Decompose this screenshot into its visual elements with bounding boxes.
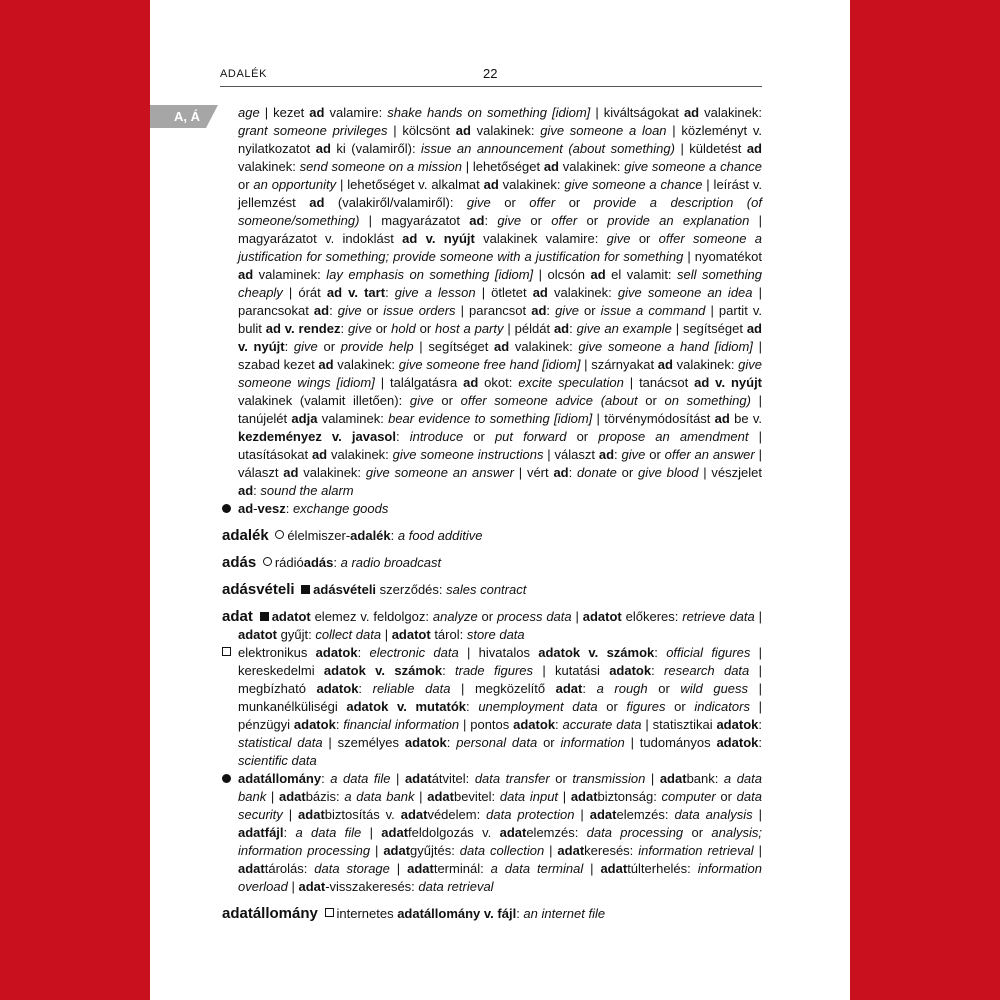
hollow-square-icon: [222, 647, 231, 656]
entry-adat-compounds: adatállomány: a data file | adatátvitel: data transfer or transmission | adatbank: a data bank | adatbázis: a data bank | adatbevitel: data input | adatbiztonság: computer or data security | adatbiztosítás v. adatvédelem: data protection | adatelemzés: data analysis | adatfájl: a data file | adatfeldolgozás v. adatelemzés: data processing or analysis; information processing | adatgyűjtés: data collection | adatkeresés: information retrieval | adattárolás: data storage | adatterminál: a data terminal | adattúlterhelés: information overload | adat-visszakeresés: data retrieval: [222, 770, 762, 896]
headword: adatállomány: [222, 905, 318, 922]
running-header: [220, 66, 762, 87]
hollow-square-icon: [325, 908, 334, 917]
entry-adasveteli: adásvételi adásvételi szerződés: sales contract: [222, 581, 527, 598]
filled-square-icon: [260, 612, 269, 621]
filled-square-icon: [301, 585, 310, 594]
entry-ad-continuation: age | kezet ad valamire: shake hands on something [idiom] | kiváltságokat ad valakinek: grant someone privileges | kölcsönt ad valakinek: give someone a loan | közleményt v. nyilatkozatot ad ki (valamiről): issue an announcement (about something) | küldetést ad valakinek: send someone on a mission | lehetőséget ad valakinek: give someone a chance or an opportunity | lehetőséget v. alkalmat ad valakinek: give someone a chance | leírást v. jellemzést ad (valakiről/valamiről): give or offer or provide a description (of someone/something) | magyarázatot ad: give or offer or provide an explanation | magyarázatot v. indoklást ad v. nyújt valakinek valamire: give or offer someone a justification for something; provide someone with a justification for something | nyomatékot ad valaminek: lay emphasis on something [idiom] | olcsón ad el valamit: sell something cheaply | órát ad v. tart: give a lesson | ötletet ad valakinek: give someone an idea | parancsokat ad: give or issue orders | parancsot ad: give or issue a command | partit v. bulit ad v. rendez: give or hold or host a party | példát ad: give an example | segítséget ad v. nyújt: give or provide help | segítséget ad valakinek: give someone a hand [idiom] | szabad kezet ad valakinek: give someone free hand [idiom] | szárnyakat ad valakinek: give someone wings [idiom] | találgatásra ad okot: excite speculation | tanácsot ad v. nyújt valakinek (valamit illetően): give or offer someone advice (about or on something) | tanújelét adja valaminek: bear evidence to something [idiom] | törvénymódosítást ad be v. kezdeményez v. javasol: introduce or put forward or propose an amendment | utasításokat ad valakinek: give someone instructions | választ ad: give or offer an answer | választ ad valakinek: give someone an answer | vért ad: donate or give blood | vészjelet ad: sound the alarm: [238, 105, 763, 498]
headword: adás: [222, 554, 257, 571]
bullet-icon: [222, 774, 231, 783]
entry-adas: adás rádióadás: a radio broadcast: [222, 554, 442, 571]
thumb-index-tab: A, Á: [150, 105, 206, 128]
headword: adalék: [222, 527, 269, 544]
hollow-circle-icon: [275, 530, 284, 539]
entry-ad-compounds: ad-vesz: exchange goods: [222, 500, 762, 518]
running-headword: ADALÉK: [220, 68, 268, 80]
hollow-circle-icon: [263, 557, 272, 566]
page-number: 22: [483, 66, 498, 81]
entry-adat-collocations: elektronikus adatok: electronic data | hivatalos adatok v. számok: official figures | kereskedelmi adatok v. számok: trade figures | kutatási adatok: research data | megbízható adatok: reliable data | megközelítő adat: a rough or wild guess | munkanélküliségi adatok v. mutatók: unemployment data or figures or indicators | pénzügyi adatok: financial information | pontos adatok: accurate data | statisztikai adatok: statistical data | személyes adatok: personal data or information | tudományos adatok: scientific data: [222, 644, 762, 770]
dictionary-page: [150, 0, 850, 1000]
entry-adalek: adalék élelmiszer-adalék: a food additive: [222, 527, 483, 544]
thumb-index-tab-corner: [206, 105, 218, 128]
entries-column: [222, 104, 762, 923]
headword: adat: [222, 608, 253, 625]
entry-adat: adat adatot elemez v. feldolgoz: analyze or process data | adatot előkeres: retrieve data | adatot gyűjt: collect data | adatot tárol: store data: [222, 608, 762, 642]
headword: adásvételi: [222, 581, 295, 598]
entry-adatallomany: adatállomány internetes adatállomány v. fájl: an internet file: [222, 905, 606, 922]
bullet-icon: [222, 504, 231, 513]
